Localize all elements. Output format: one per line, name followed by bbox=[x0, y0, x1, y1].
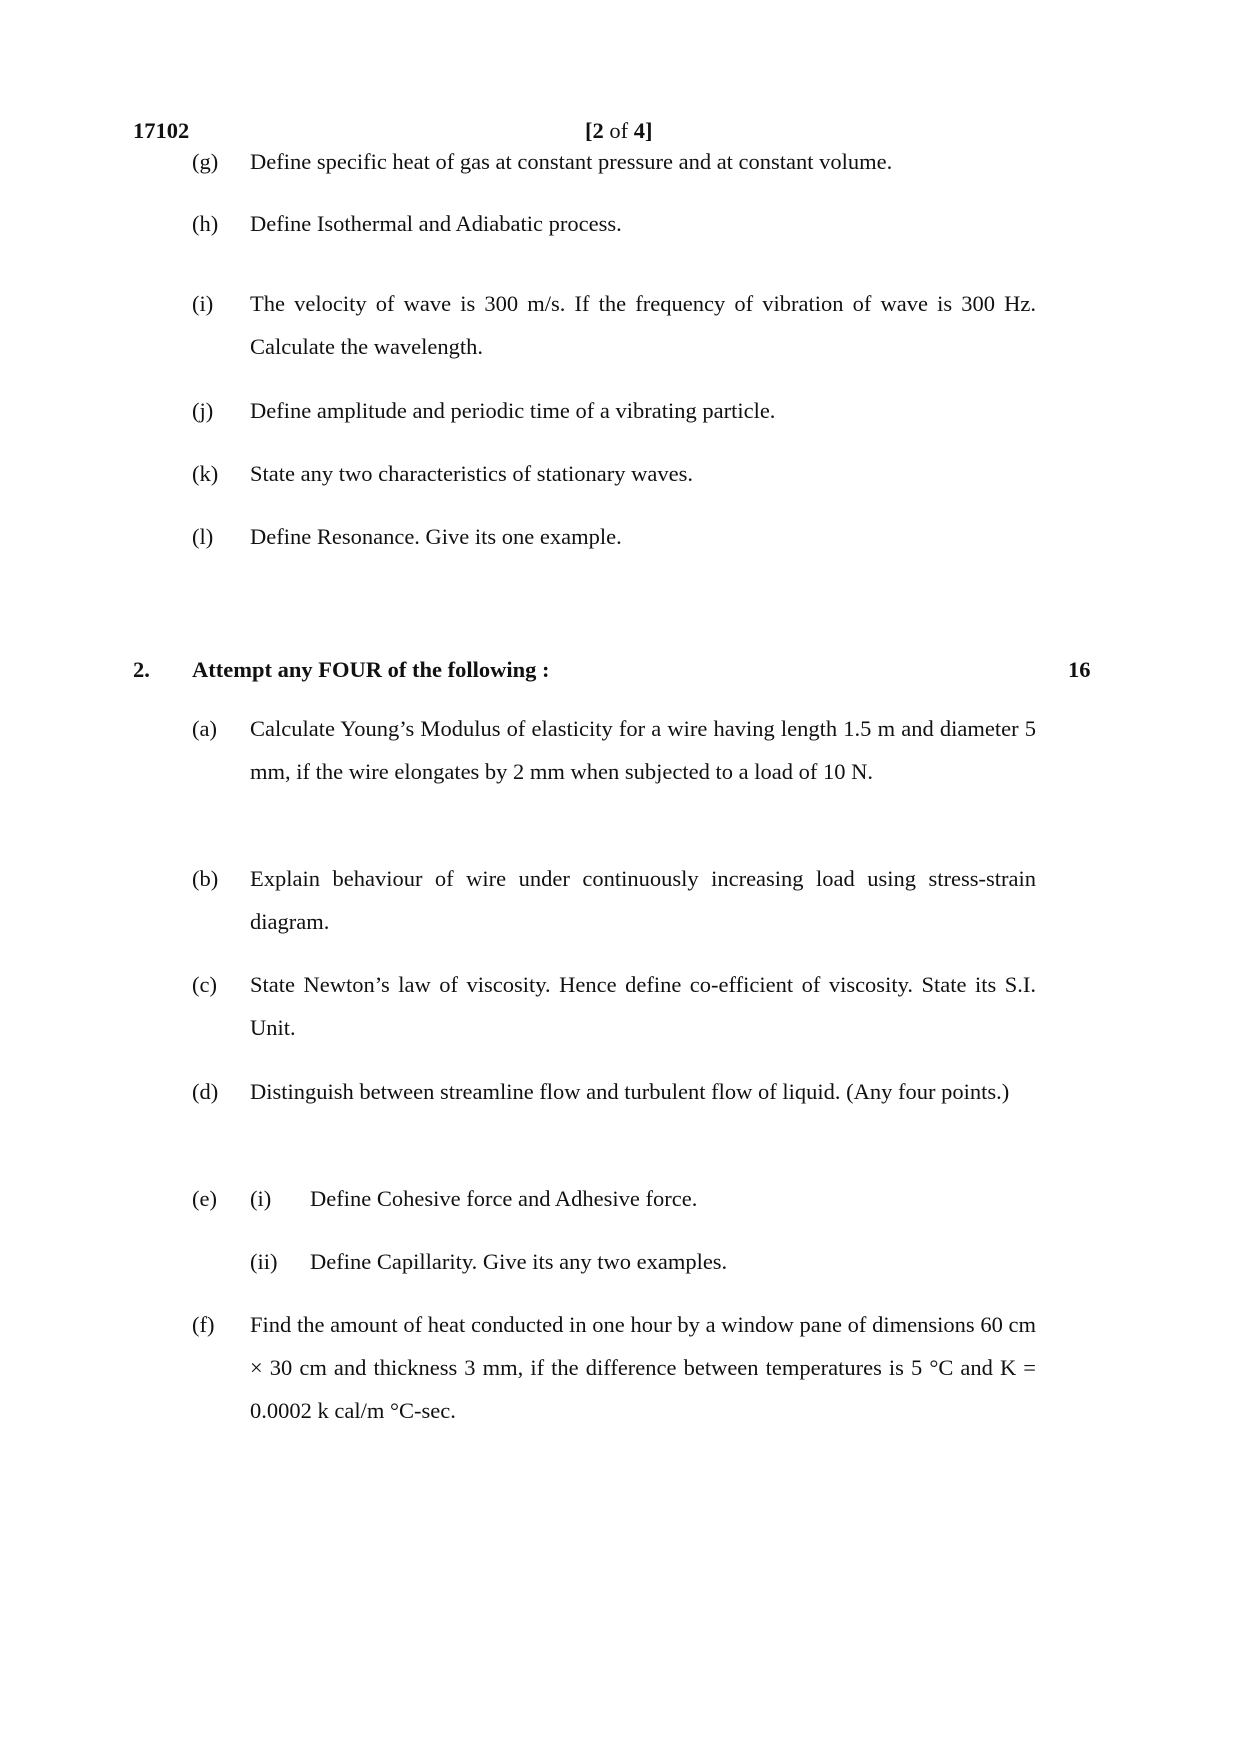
paper-code: 17102 bbox=[133, 118, 190, 143]
item-label: (h) bbox=[192, 211, 219, 236]
item-label: (g) bbox=[192, 149, 219, 174]
item-label: (c) bbox=[192, 972, 217, 997]
item-text: Calculate Young’s Modulus of elasticity for a wire having length 1.5 m and diameter 5 mm, if the wire elongates by 2 mm when subjected to a load of 10 N. bbox=[250, 716, 1036, 784]
question-title: Attempt any FOUR of the following : bbox=[192, 657, 550, 682]
item-text: Explain behaviour of wire under continuously increasing load using stress-strain diagram. bbox=[250, 866, 1036, 934]
subitem-text: Define Cohesive force and Adhesive force. bbox=[310, 1186, 698, 1211]
question-marks: 16 bbox=[1068, 657, 1091, 682]
item-label: (d) bbox=[192, 1079, 219, 1104]
question-heading bbox=[0, 650, 1241, 690]
item-text: Distinguish between streamline flow and turbulent flow of liquid. (Any four points.) bbox=[250, 1079, 1010, 1104]
subitem-text: Define Capillarity. Give its any two examples. bbox=[310, 1249, 728, 1274]
item-text: The velocity of wave is 300 m/s. If the frequency of vibration of wave is 300 Hz. Calculate the wavelength. bbox=[250, 291, 1036, 359]
item-label: (e) bbox=[192, 1186, 217, 1211]
item-text: State Newton’s law of viscosity. Hence define co-efficient of viscosity. State its S.I. Unit. bbox=[250, 972, 1036, 1040]
item-label: (f) bbox=[192, 1312, 215, 1337]
item-label: (j) bbox=[192, 398, 214, 423]
item-text: State any two characteristics of stationary waves. bbox=[250, 461, 693, 486]
item-text: Define amplitude and periodic time of a vibrating particle. bbox=[250, 398, 776, 423]
question-number: 2. bbox=[133, 657, 150, 682]
item-text: Define Isothermal and Adiabatic process. bbox=[250, 211, 622, 236]
item-label: (i) bbox=[192, 291, 214, 316]
item-label: (k) bbox=[192, 461, 219, 486]
item-text: Find the amount of heat conducted in one hour by a window pane of dimensions 60 cm × 30 cm and thickness 3 mm, if the difference between temperatures is 5 °C and K = 0.0002 k cal/m °C-sec. bbox=[250, 1312, 1036, 1423]
item-label: (l) bbox=[192, 524, 214, 549]
page-number: [2 of 4] bbox=[585, 118, 653, 143]
item-label: (a) bbox=[192, 716, 217, 741]
item-text: Define Resonance. Give its one example. bbox=[250, 524, 622, 549]
item-label: (b) bbox=[192, 866, 219, 891]
subitem-label: (i) bbox=[250, 1186, 272, 1211]
subitem-label: (ii) bbox=[250, 1249, 278, 1274]
item-text: Define specific heat of gas at constant pressure and at constant volume. bbox=[250, 149, 893, 174]
